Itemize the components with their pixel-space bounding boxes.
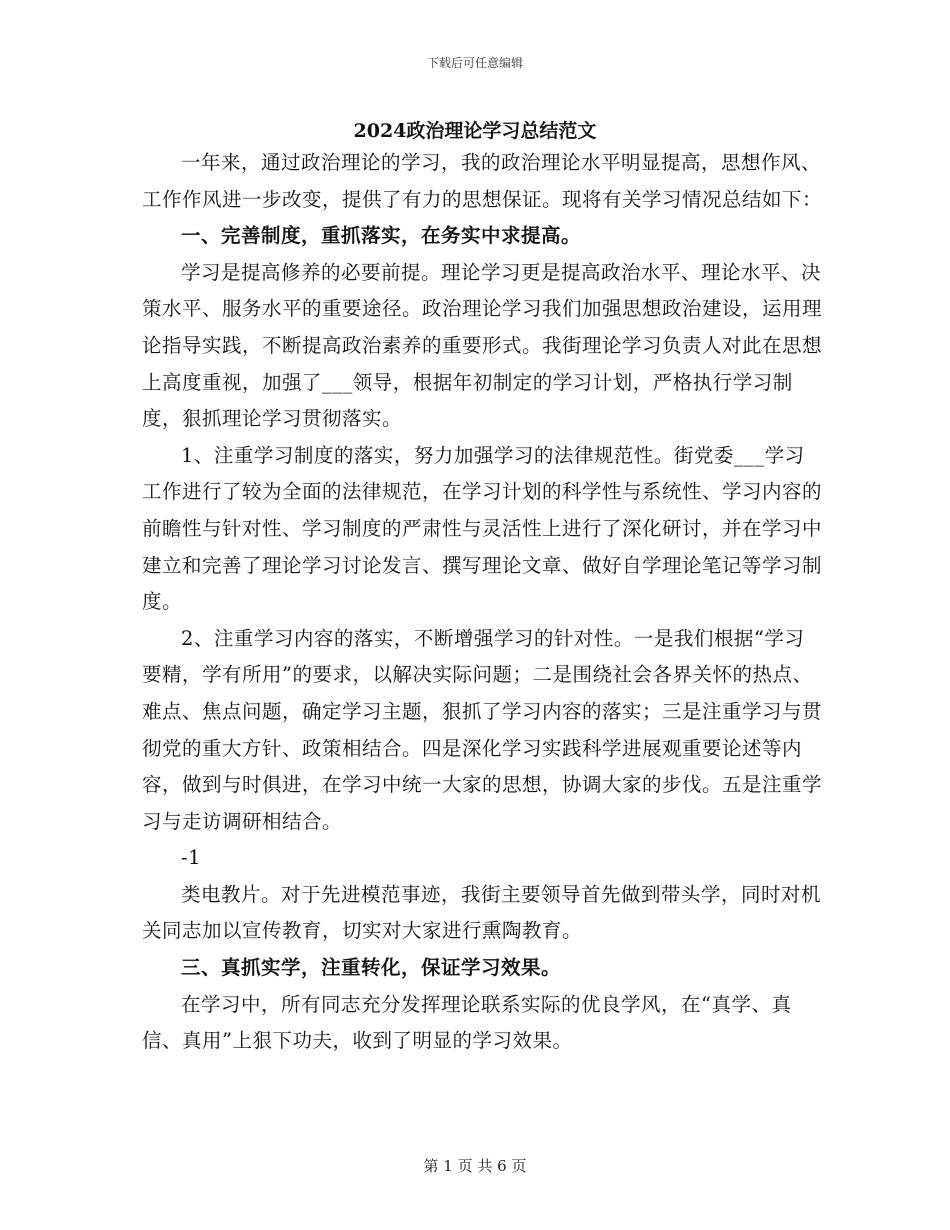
download-note: 下载后可任意编辑 xyxy=(426,56,523,70)
document-title: 2024政治理论学习总结范文 xyxy=(353,120,597,142)
body-paragraph: 学习是提高修养的必要前提。理论学习更是提高政治水平、理论水平、决策水平、服务水平的重要途径。政治理论学习我们加强思想政治建设，运用理论指导实践，不断提高政治素养的重要形式。我街理论学习负责人对此在思想上高度重视，加强了___领导，根据年初制定的学习计划，严格执行学习制度，狠抓理论学习贯彻落实。 xyxy=(142,260,823,431)
body-paragraph: 2、注重学习内容的落实，不断增强学习的针对性。一是我们根据“学习要精，学有所用”的要求，以解决实际问题；二是围绕社会各界关怀的热点、难点、焦点问题，确定学习主题，狠抓了学习内容的落实；三是注重学习与贯彻党的重大方针、政策相结合。四是深化学习实践科学进展观重要论述等内容，做到与时俱进，在学习中统一大家的思想，协调大家的步伐。五是注重学习与走访调研相结合。 xyxy=(142,626,823,833)
section-heading-1: 一、完善制度，重抓落实，在务实中求提高。 xyxy=(181,224,582,248)
body-paragraph: 类电教片。对于先进模范事迹，我街主要领导首先做到带头学，同时对机关同志加以宣传教育，切实对大家进行熏陶教育。 xyxy=(142,882,822,943)
section-heading-3: 三、真抓实学，注重转化，保证学习效果。 xyxy=(181,956,562,980)
document-body xyxy=(142,145,822,1060)
page-footer: 第 1 页 共 6 页 xyxy=(423,1157,527,1175)
intro-paragraph: 一年来，通过政治理论的学习，我的政治理论水平明显提高，思想作风、工作作风进一步改变，提供了有力的思想保证。现将有关学习情况总结如下： xyxy=(142,151,823,211)
page-fragment-marker: -1 xyxy=(181,846,201,870)
body-paragraph: 在学习中，所有同志充分发挥理论联系实际的优良学风，在“真学、真信、真用”上狠下功夫，收到了明显的学习效果。 xyxy=(142,992,792,1053)
body-paragraph: 1、注重学习制度的落实，努力加强学习的法律规范性。街党委___学习工作进行了较为全面的法律规范，在学习计划的科学性与系统性、学习内容的前瞻性与针对性、学习制度的严肃性与灵活性上进行了深化研讨，并在学习中建立和完善了理论学习讨论发言、撰写理论文章、做好自学理论笔记等学习制度。 xyxy=(142,443,823,614)
